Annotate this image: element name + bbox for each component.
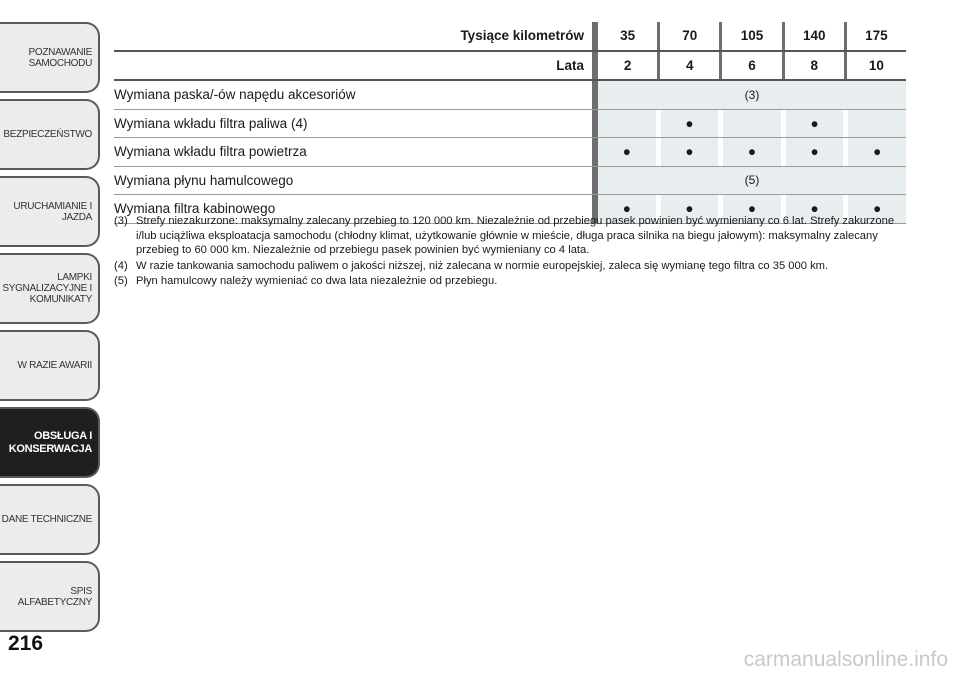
years-header-cell: 8 bbox=[782, 52, 844, 80]
service-dot: ● bbox=[843, 138, 906, 166]
years-header-cell: 2 bbox=[623, 57, 632, 73]
years-header-cell: 10 bbox=[844, 52, 906, 80]
interval-note-cell: (5) bbox=[598, 167, 906, 195]
km-cells bbox=[598, 22, 906, 50]
chapter-tab-7[interactable]: SPIS ALFABETYCZNY bbox=[0, 561, 100, 632]
header-years-label: Lata bbox=[556, 57, 584, 73]
row-label: Wymiana wkładu filtra powietrza bbox=[114, 144, 307, 160]
service-dot: ● bbox=[781, 138, 844, 166]
service-dot: ● bbox=[656, 138, 719, 166]
header-row-years bbox=[114, 52, 906, 82]
table-row bbox=[114, 167, 906, 196]
row-label: Wymiana paska/-ów napędu akcesoriów bbox=[114, 87, 356, 103]
service-dot: ● bbox=[843, 195, 906, 223]
km-header-cell: 105 bbox=[719, 22, 781, 50]
footnote-text: Strefy niezakurzone: maksymalny zalecany przebieg to 120 000 km. Niezależnie od przebiegu pasek powinien być wymieniany co 6 lat. Strefy zakurzone i/lub uciążliwa eksploatacja samochodu (chłodny klimat, użytkowanie głównie w mieście, długa praca silnika na biegu jałowym): maksymalny zalecany przebieg to 60 000 km. Niezależnie od przebiegu pasek powinien być wymieniany co 4 lata. bbox=[136, 215, 895, 256]
chapter-tab-5[interactable]: OBSŁUGA I KONSERWACJA bbox=[0, 407, 100, 478]
empty-cell bbox=[843, 110, 906, 138]
service-dot: ● bbox=[781, 195, 844, 223]
footnote bbox=[114, 259, 906, 274]
chapter-tab-2[interactable]: URUCHAMIANIE I JAZDA bbox=[0, 176, 100, 247]
service-dot: ● bbox=[656, 195, 719, 223]
km-header-cell: 140 bbox=[782, 22, 844, 50]
chapter-tabs bbox=[0, 22, 100, 638]
header-row-km bbox=[114, 22, 906, 52]
empty-cell bbox=[598, 110, 656, 138]
row-label: Wymiana filtra kabinowego bbox=[114, 201, 276, 217]
years-header-cell: 4 bbox=[657, 52, 719, 80]
footnote-number: (4) bbox=[114, 259, 128, 272]
table-row bbox=[114, 81, 906, 110]
chapter-tab-4[interactable]: W RAZIE AWARII bbox=[0, 330, 100, 401]
years-header-cell: 6 bbox=[719, 52, 781, 80]
service-dot: ● bbox=[598, 195, 656, 223]
footnotes bbox=[114, 214, 906, 290]
km-header-cell: 35 bbox=[620, 28, 636, 44]
row-cells bbox=[598, 110, 906, 138]
year-cells bbox=[598, 52, 906, 80]
service-dot: ● bbox=[718, 195, 781, 223]
km-header-cell: 175 bbox=[844, 22, 906, 50]
chapter-tab-6[interactable]: DANE TECHNICZNE bbox=[0, 484, 100, 555]
service-dot: ● bbox=[718, 138, 781, 166]
page-number: 216 bbox=[8, 632, 44, 655]
chapter-tab-0[interactable]: POZNAWANIE SAMOCHODU bbox=[0, 22, 100, 93]
watermark: carmanualsonline.info bbox=[743, 648, 948, 671]
service-dot: ● bbox=[598, 138, 656, 166]
interval-note-cell: (3) bbox=[598, 81, 906, 109]
chapter-tab-3[interactable]: LAMPKI SYGNALIZACYJNE I KOMUNIKATY bbox=[0, 253, 100, 324]
footnote-text: W razie tankowania samochodu paliwem o jakości niższej, niż zalecana w normie europejskiej, zaleca się wymianę tego filtra co 35 000 km. bbox=[136, 259, 829, 272]
footnote-number: (5) bbox=[114, 275, 128, 287]
service-dot: ● bbox=[656, 110, 719, 138]
service-dot: ● bbox=[781, 110, 844, 138]
footnote-number: (3) bbox=[114, 215, 128, 227]
km-header-cell: 70 bbox=[657, 22, 719, 50]
row-label: Wymiana wkładu filtra paliwa (4) bbox=[114, 115, 308, 131]
table-row bbox=[114, 110, 906, 139]
footnote bbox=[114, 274, 906, 289]
row-label: Wymiana płynu hamulcowego bbox=[114, 172, 294, 188]
table-row bbox=[114, 138, 906, 167]
chapter-tab-1[interactable]: BEZPIECZEŃSTWO bbox=[0, 99, 100, 170]
footnote-text: Płyn hamulcowy należy wymieniać co dwa lata niezależnie od przebiegu. bbox=[136, 275, 498, 287]
row-cells bbox=[598, 138, 906, 166]
maintenance-table bbox=[114, 22, 906, 224]
header-km-label: Tysiące kilometrów bbox=[460, 28, 584, 44]
footnote bbox=[114, 214, 906, 258]
empty-cell bbox=[718, 110, 781, 138]
